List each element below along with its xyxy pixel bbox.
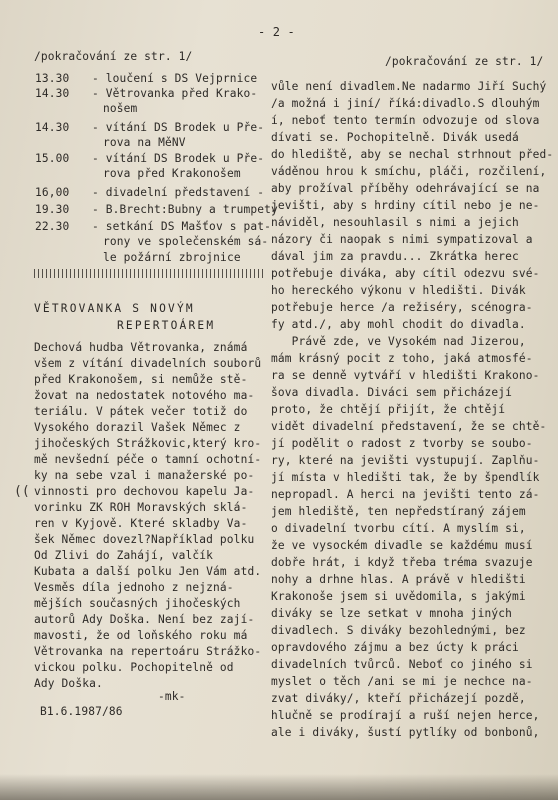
right-line: í, neboť tento termín odvozuje od slova <box>271 114 540 127</box>
right-line: opravdového zájmu a bez úcty k práci <box>271 641 519 654</box>
article-line: Kubata a další polku Jen Vám atd. <box>34 565 262 578</box>
right-line: hlučně se prodírají a ruší nejen herce, <box>271 709 540 722</box>
schedule-time: 15.00 <box>35 152 70 165</box>
continued-note-left: /pokračování ze str. 1/ <box>34 50 193 63</box>
schedule-event: le požární zbrojnice <box>103 251 241 264</box>
article-line: mě nevšední péče o tamní ochotní- <box>34 453 262 466</box>
right-line: diváky se lze setkat v mnoha jiných <box>271 607 512 620</box>
right-line: o divadelní tvorbu cítí. A myslím si, <box>271 522 526 535</box>
article-line: mějších současných jihočeských <box>34 597 241 610</box>
right-line: že ve vysockém divadle se každému musí <box>271 539 533 552</box>
right-line: vidět divadelní představení, že se chtě- <box>271 420 547 433</box>
right-line: ry, které na jevišti vystupují. Zaplňu- <box>271 454 540 467</box>
schedule-time: 19.30 <box>35 203 70 216</box>
article-line: vickou polku. Pochopitelně od <box>34 661 234 674</box>
right-line: šova divadla. Diváci sem přicházejí <box>271 386 512 399</box>
article-line: vorinku ZK ROH Moravských sklá- <box>34 501 248 514</box>
schedule-event: - Větrovanka před Krako- <box>92 87 258 100</box>
schedule-time: 14.30 <box>35 121 70 134</box>
right-line: proto, že chtějí přijít, že chtějí <box>271 403 506 416</box>
right-line: mám krásný pocit z toho, jaká atmosfé- <box>271 352 533 365</box>
right-line: dobře hrát, i když třeba tréma svazuje <box>271 556 533 569</box>
right-line: aby prožíval příběhy odehrávající se na <box>271 182 540 195</box>
right-line: ho hereckého výkonu v hledišti. Divák <box>271 284 526 297</box>
right-line: názory či naopak s nimi sympatizoval a <box>271 233 533 246</box>
right-line: náviděl, nesouhlasil s nimi a jejich <box>271 216 519 229</box>
article-line: šek Němec dovezl?Například polku <box>34 533 255 546</box>
schedule-time: 22.30 <box>35 220 70 233</box>
schedule-time: 14.30 <box>35 87 70 100</box>
right-line: jí místa v hledišti tak, že by špendlík <box>271 471 540 484</box>
section-divider <box>34 269 264 278</box>
right-line: Krakonoše jsem si uvědomila, s jakými <box>271 590 526 603</box>
article-line: žovat na nedostatek notového ma- <box>34 389 255 402</box>
article-line: Větrovanka na repertoáru Strážko- <box>34 645 262 658</box>
article-line: autorů Ady Doška. Není bez zají- <box>34 613 255 626</box>
schedule-event: - setkání DS Mašťov s pat- <box>92 220 272 233</box>
article-line: ky na sebe vzal i manažerské po- <box>34 469 255 482</box>
right-line: jem hlediště, ten nepředstíraný zájem <box>271 505 526 518</box>
right-line: vůle není divadlem.Ne nadarmo Jiří Suchý <box>271 80 547 93</box>
article-line: všem z vítání divadelních souborů <box>34 357 262 370</box>
article-line: Ady Doška. <box>34 677 103 690</box>
article-line: ren v Kyjově. Které skladby Va- <box>34 517 248 530</box>
right-line: divadlech. S diváky bezohlednými, bez <box>271 624 526 637</box>
article-line: Vesměs díla jednoho z nejzná- <box>34 581 234 594</box>
right-line: nohy a drhne hlas. A právě v hledišti <box>271 573 526 586</box>
right-line: Právě zde, ve Vysokém nad Jizerou, <box>271 335 526 348</box>
right-line: potřebuje diváka, aby cítil odezvu své- <box>271 267 540 280</box>
article-date-code: B1.6.1987/86 <box>40 705 123 718</box>
right-line: /a možná i jiní/ říká:divadlo.S dlouhým <box>271 97 540 110</box>
right-line: do hlediště, aby se nechal strhnout před- <box>271 148 554 161</box>
continued-note-right: /pokračování ze str. 1/ <box>385 55 544 68</box>
article-line: Od Zlivi do Zahájí, valčík <box>34 549 214 562</box>
right-line: myslet o těch /ani se mi je nechce na- <box>271 675 533 688</box>
article-line: Vysokého dorazil Vašek Němec z <box>34 421 241 434</box>
article-line: teriálu. V pátek večer totiž do <box>34 405 248 418</box>
right-line: ale i diváky, šustí pytlíky od bonbonů, <box>271 726 540 739</box>
schedule-event: - vítání DS Brodek u Pře- <box>92 121 265 134</box>
article-title: VĚTROVANKA S NOVÝM <box>34 302 195 315</box>
right-line: váděnou hrou k smíchu, pláči, rozčilení, <box>271 165 547 178</box>
schedule-event: nošem <box>103 102 138 115</box>
article-line: před Krakonošem, si nemůže stě- <box>34 373 248 386</box>
article-signature: -mk- <box>158 690 186 703</box>
article-line: mavosti, že od loňského roku má <box>34 629 248 642</box>
page-number: - 2 - <box>258 25 295 39</box>
right-line: divadelních tvůrců. Neboť co jiného si <box>271 658 533 671</box>
schedule-time: 16,00 <box>35 186 70 199</box>
schedule-event: rova před Krakonošem <box>103 167 241 180</box>
right-line: potřebuje herce /a režiséry, scénogra- <box>271 301 533 314</box>
schedule-event: rova na MěNV <box>103 136 186 149</box>
page-bottom-shadow <box>0 774 558 800</box>
margin-mark-icon: (( <box>14 484 30 499</box>
article-line: vinnosti pro dechovou kapelu Ja- <box>34 485 255 498</box>
right-line: ra se denně vytváří v hledišti Krakono- <box>271 369 540 382</box>
right-line: zvat diváky/, kteří přicházejí pozdě, <box>271 692 526 705</box>
article-line: jihočeských Strážkovic,který kro- <box>34 437 262 450</box>
right-line: dával jim za pravdu... Zkrátka herec <box>271 250 519 263</box>
schedule-event: - vítání DS Brodek u Pře- <box>92 152 265 165</box>
schedule-event: rony ve společenském sá- <box>103 235 269 248</box>
right-line: fy atd./, aby mohl chodit do divadla. <box>271 318 526 331</box>
schedule-event: - divadelní představení - <box>92 186 265 199</box>
schedule-event: - B.Brecht:Bubny a trumpety <box>92 203 278 216</box>
right-line: dívati se. Pochopitelně. Divák usedá <box>271 131 519 144</box>
right-line: jí podělit o radost z tvorby se soubo- <box>271 437 533 450</box>
schedule-event: - loučení s DS Vejprnice <box>92 72 258 85</box>
schedule-time: 13.30 <box>35 72 70 85</box>
right-line: jevišti, aby s hrdiny cítil nebo je ne- <box>271 199 540 212</box>
right-line: nepropadl. A herci na jevišti tento zá- <box>271 488 540 501</box>
article-line: Dechová hudba Větrovanka, známá <box>34 341 248 354</box>
article-title-line2: REPERTOÁREM <box>117 319 216 332</box>
